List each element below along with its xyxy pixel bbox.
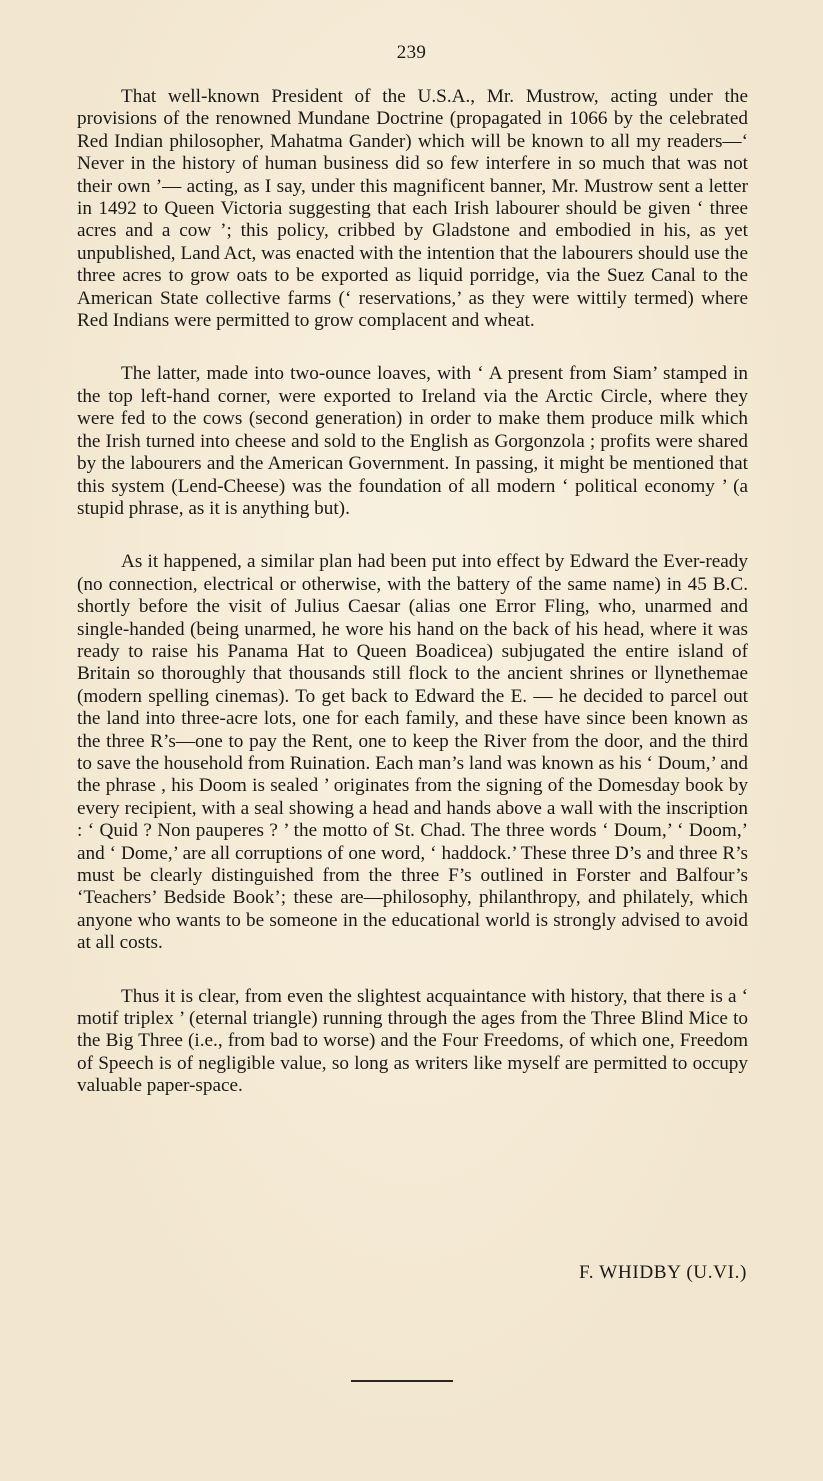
author-signature: F. WHIDBY (U.VI.): [578, 1262, 747, 1283]
paragraph-1: That well-known President of the U.S.A., Mr. Mustrow, acting under the provisions of the renowned Mundane Doctrine (propagated in 1066 by the celebrated Red Indian philosopher, Mahatma Gander) which will be known to all my readers—‘ Never in the history of human business did so few interfere in so much that was not their own ’— acting, as I say, under this magnificent banner, Mr. Mustrow sent a letter in 1492 to Queen Victoria suggesting that each Irish labourer should be given ‘ three acres and a cow ’; this policy, cribbed by Gladstone and embodied in his, as yet unpublished, Land Act, was enacted with the intention that the labourers should use the three acres to grow oats to be exported as liquid porridge, via the Suez Canal to the American State collective farms (‘ reservations,’ as they were wittily termed) where Red Indians were permitted to grow complacent and wheat.: [77, 86, 748, 332]
page-number: 239: [396, 42, 427, 63]
article-body: [77, 86, 748, 1098]
paragraph-3: As it happened, a similar plan had been put into effect by Edward the Ever-ready (no connection, electrical or otherwise, with the battery of the same name) in 45 B.C. shortly before the visit of Julius Caesar (alias one Error Fling, who, unarmed and single-handed (being unarmed, he wore his hand on the back of his head, where it was ready to raise his Panama Hat to Queen Boadicea) subjugated the entire island of Britain so thoroughly that thousands still flock to the ancient shrines or llynethemae (modern spelling cinemas). To get back to Edward the E. — he decided to parcel out the land into three-acre lots, one for each family, and these have since been known as the three R’s—one to pay the Rent, one to keep the River from the door, and the third to save the household from Ruination. Each man’s land was known as his ‘ Doum,’ and the phrase , his Doom is sealed ’ originates from the signing of the Domesday book by every recipient, with a seal showing a head and hands above a wall with the inscription : ‘ Quid ? Non pauperes ? ’ the motto of St. Chad. The three words ‘ Doum,’ ‘ Doom,’ and ‘ Dome,’ are all corruptions of one word, ‘ haddock.’ These three D’s and three R’s must be clearly distinguished from the three F’s outlined in Forster and Balfour’s ‘Teachers’ Bedside Book’; these are—philosophy, philanthropy, and philately, which anyone who wants to be someone in the educational world is strongly advised to avoid at all costs.: [77, 551, 748, 954]
paragraph-2: The latter, made into two-ounce loaves, with ‘ A present from Siam’ stamped in the top left-hand corner, were exported to Ireland via the Arctic Circle, where they were fed to the cows (second generation) in order to make them produce milk which the Irish turned into cheese and sold to the English as Gorgonzola ; profits were shared by the labourers and the American Government. In passing, it might be mentioned that this system (Lend-Cheese) was the foundation of all modern ‘ political economy ’ (a stupid phrase, as it is anything but).: [77, 363, 748, 519]
section-divider: [351, 1380, 453, 1382]
paragraph-4: Thus it is clear, from even the slightest acquaintance with history, that there is a ‘ motif triplex ’ (eternal triangle) running through the ages from the Three Blind Mice to the Big Three (i.e., from bad to worse) and the Four Freedoms, of which one, Freedom of Speech is of negligible value, so long as writers like myself are permitted to occupy valuable paper-space.: [77, 985, 748, 1097]
